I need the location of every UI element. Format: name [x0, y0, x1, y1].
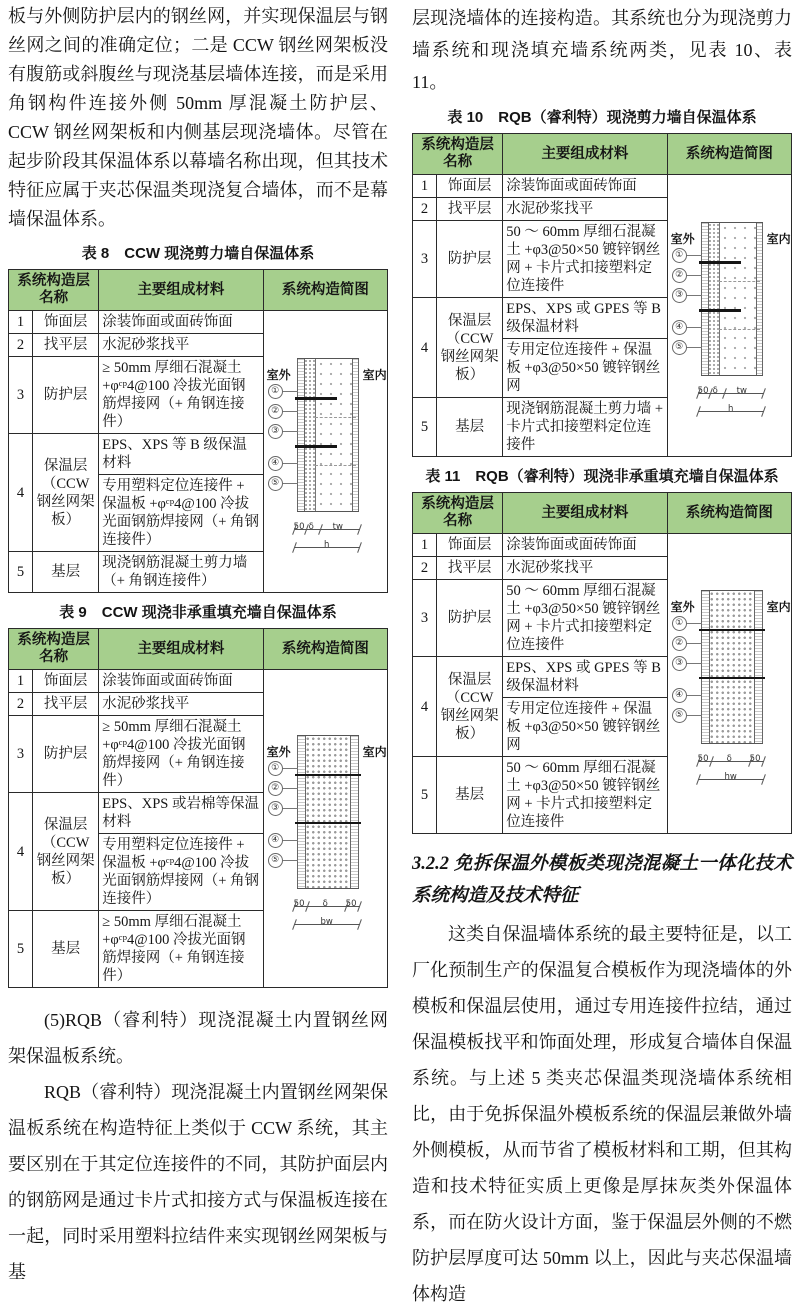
callout-2: [268, 404, 298, 419]
layer-name: 基层: [33, 552, 99, 593]
layer-materials: 50 ～ 60mm 厚细石混凝土 +φ3@50×50 镀锌钢丝网 + 卡片式扣接塑料定位连接件: [503, 580, 667, 657]
callout-3: [672, 288, 702, 303]
outside-label: 室外: [670, 231, 695, 246]
layer-name: 基层: [33, 911, 99, 988]
layer-materials: 现浇钢筋混凝土剪力墙（+ 角钢连接件）: [99, 552, 263, 593]
layer-name: 防护层: [437, 221, 503, 298]
leader-line: [283, 483, 298, 484]
dim-label: 50: [697, 385, 709, 396]
rebar-dash-line: [315, 417, 356, 418]
table-9-caption: 表 9 CCW 现浇非承重填充墙自保温体系: [59, 604, 337, 621]
header-materials: 主要组成材料: [99, 629, 263, 670]
layer-materials: 50 ～ 60mm 厚细石混凝土 +φ3@50×50 镀锌钢丝网 + 卡片式扣接塑料定位连接件: [503, 221, 667, 298]
section-heading: 3.2.2 免拆保温外模板类现浇混凝土一体化技术系统构造及技术特征: [412, 854, 792, 906]
inside-label: 室内: [766, 599, 791, 614]
layer-materials: 专用塑料定位连接件 + 保温板 +φᶜᵖ4@100 冷拔光面钢筋焊接网（+ 角钢连接件）: [99, 475, 263, 552]
wall-layers: [701, 222, 763, 376]
paragraph: 板与外侧防护层内的钢丝网，并实现保温层与钢丝网之间的准确定位；二是 CCW 钢丝网架板没有腹筋或斜腹丝与现浇基层墙体连接，而是采用角钢构件连接外侧 50mm 厚混凝土防护层、CCW 钢丝网架板和内侧基层现浇墙体。尽管在起步阶段其保温体系以幕墙名称出现，但其技术特征应属于夹芯保温类现浇复合墙体，而不是幕墙保温体系。: [8, 6, 388, 229]
insulation-layer: [708, 223, 720, 375]
connector-tie: [295, 397, 337, 400]
diagram-cell: [263, 670, 387, 988]
layer-number: 2: [413, 198, 437, 221]
layer-number: 1: [413, 534, 437, 557]
connector-tie: [295, 774, 361, 776]
layer-name: 保温层（CCW 钢丝网架板）: [33, 434, 99, 552]
dim-label: 50: [749, 753, 761, 764]
callout-4: [672, 320, 702, 335]
layer-number: 5: [9, 552, 33, 593]
circled-number: ①: [672, 248, 687, 263]
leader-line: [283, 411, 298, 412]
leader-line: [283, 860, 298, 861]
insulation-layer: [709, 591, 755, 743]
total-dimension-line: [294, 915, 360, 928]
right-column: [412, 2, 792, 1312]
table-row: [413, 175, 792, 198]
inside-label: 室内: [766, 231, 791, 246]
leader-line: [283, 463, 298, 464]
circled-number: ④: [672, 320, 687, 335]
layer-name: 防护层: [33, 716, 99, 793]
table-8-caption: 表 8 CCW 现浇剪力墙自保温体系: [81, 245, 315, 262]
connector-tie: [699, 629, 765, 631]
callout-4: [268, 833, 298, 848]
header-materials: 主要组成材料: [99, 270, 263, 311]
circled-number: ①: [268, 761, 283, 776]
layer-materials: ≥ 50mm 厚细石混凝土 +φᶜᵖ4@100 冷拔光面钢筋焊接网（+ 角钢连接件）: [99, 911, 263, 988]
insulation-layer: [305, 736, 351, 888]
dim-total-label: h: [727, 403, 734, 414]
circled-number: ④: [268, 833, 283, 848]
leader-line: [283, 840, 298, 841]
table-11-caption: 表 11 RQB（睿利特）现浇非承重填充墙自保温体系: [425, 468, 779, 485]
callout-3: [672, 656, 702, 671]
circled-number: ①: [268, 384, 283, 399]
leader-line: [687, 347, 702, 348]
leader-line: [687, 295, 702, 296]
header-materials: 主要组成材料: [503, 134, 667, 175]
dimension-line: [698, 384, 764, 397]
header-diagram: 系统构造简图: [263, 629, 387, 670]
layer-materials: 水泥砂浆找平: [503, 557, 667, 580]
layer-number: 5: [413, 398, 437, 457]
layer-number: 2: [9, 334, 33, 357]
diagram-cell: [667, 175, 791, 457]
layer-number: 5: [413, 757, 437, 834]
callout-1: [268, 761, 298, 776]
layer-name: 饰面层: [437, 534, 503, 557]
layer-number: 1: [413, 175, 437, 198]
leader-line: [687, 695, 702, 696]
layer-materials: 专用塑料定位连接件 + 保温板 +φᶜᵖ4@100 冷拔光面钢筋焊接网（+ 角钢连接件）: [99, 834, 263, 911]
layer-materials: 水泥砂浆找平: [503, 198, 667, 221]
circled-number: ③: [672, 288, 687, 303]
dim-label: δ: [308, 521, 314, 532]
circled-number: ①: [672, 616, 687, 631]
dim-label: tw: [736, 385, 747, 396]
diagram-cell: [263, 311, 387, 593]
callout-5: [672, 708, 702, 723]
paragraph: 这类自保温墙体系统的最主要特征是，以工厂化预制生产的保温复合模板作为现浇墙体的外模板和保温层使用，通过专用连接件拉结，通过保温模板找平和饰面处理，形成复合墙体自保温系统。与上述 5 类夹芯保温类现浇墙体系统相比，由于免拆保温外模板系统的保温层兼做外墙外侧模板，从而节省了模板材料和工期，但其构造和技术特征实质上更像是厚抹灰类外保温体系，而在防火设计方面，鉴于保温层外侧的不燃防护层厚度可达 50mm 以上，因此与夹芯保温墙体构造: [412, 924, 792, 1304]
callout-1: [672, 616, 702, 631]
layer-number: 3: [413, 580, 437, 657]
layer-name: 保温层（CCW 钢丝网架板）: [437, 298, 503, 398]
table-10: [412, 133, 792, 457]
table-8: [8, 269, 388, 593]
callout-5: [672, 340, 702, 355]
leader-line: [687, 327, 702, 328]
connector-tie: [699, 261, 741, 264]
leader-line: [687, 643, 702, 644]
inner-face-layer: [352, 359, 359, 511]
layer-materials: ≥ 50mm 厚细石混凝土 +φᶜᵖ4@100 冷拔光面钢筋焊接网（+ 角钢连接件）: [99, 357, 263, 434]
leader-line: [687, 275, 702, 276]
layer-name: 饰面层: [33, 311, 99, 334]
dimension-line: [698, 752, 764, 765]
header-layer: 系统构造层名称: [9, 629, 99, 670]
table-row: [413, 534, 792, 557]
layer-name: 找平层: [33, 693, 99, 716]
dim-total-label: hw: [724, 771, 737, 782]
paragraph: 层现浇墙体的连接构造。其系统也分为现浇剪力墙系统和现浇填充墙系统两类，见表 10、表 11。: [412, 8, 792, 92]
layer-materials: 涂装饰面或面砖饰面: [503, 175, 667, 198]
total-dimension-line: [698, 402, 764, 415]
inside-label: 室内: [362, 744, 387, 759]
dim-total-label: bw: [320, 916, 333, 927]
layer-materials: ≥ 50mm 厚细石混凝土 +φᶜᵖ4@100 冷拔光面钢筋焊接网（+ 角钢连接件）: [99, 716, 263, 793]
leader-line: [687, 255, 702, 256]
left-column: [8, 2, 388, 1312]
callout-4: [672, 688, 702, 703]
layer-number: 4: [413, 657, 437, 757]
layer-materials: 涂装饰面或面砖饰面: [99, 311, 263, 334]
layer-materials: EPS、XPS 或 GPES 等 B 级保温材料: [503, 298, 667, 339]
wall-section-diagram: [671, 574, 791, 794]
layer-materials: 专用定位连接件 + 保温板 +φ3@50×50 镀锌钢丝网: [503, 698, 667, 757]
dim-label: δ: [726, 753, 732, 764]
layer-name: 找平层: [437, 557, 503, 580]
callout-5: [268, 476, 298, 491]
table-10-caption: 表 10 RQB（睿利特）现浇剪力墙自保温体系: [447, 109, 757, 126]
leader-line: [687, 715, 702, 716]
layer-name: 饰面层: [33, 670, 99, 693]
dim-total-label: h: [323, 539, 330, 550]
rebar-dash-line: [719, 329, 760, 330]
table-header-row: [9, 629, 388, 670]
circled-number: ⑤: [268, 476, 283, 491]
callout-1: [268, 384, 298, 399]
circled-number: ②: [672, 636, 687, 651]
diagram-cell: [667, 534, 791, 834]
layer-number: 4: [413, 298, 437, 398]
leader-line: [283, 808, 298, 809]
table-header-row: [413, 493, 792, 534]
leader-line: [283, 391, 298, 392]
table-row: [9, 670, 388, 693]
wall-section-diagram: [267, 342, 387, 562]
header-diagram: 系统构造简图: [667, 493, 791, 534]
layer-materials: 水泥砂浆找平: [99, 334, 263, 357]
layer-name: 保温层（CCW 钢丝网架板）: [33, 793, 99, 911]
layer-materials: 涂装饰面或面砖饰面: [99, 670, 263, 693]
connector-tie: [699, 309, 741, 312]
callout-5: [268, 853, 298, 868]
layer-name: 基层: [437, 398, 503, 457]
layer-number: 4: [9, 434, 33, 552]
header-layer: 系统构造层名称: [413, 134, 503, 175]
callout-2: [672, 636, 702, 651]
dim-label: 50: [697, 753, 709, 764]
callout-4: [268, 456, 298, 471]
circled-number: ⑤: [268, 853, 283, 868]
dimension-line: [294, 520, 360, 533]
table-row: [9, 311, 388, 334]
layer-materials: 50 ～ 60mm 厚细石混凝土 +φ3@50×50 镀锌钢丝网 + 卡片式扣接塑料定位连接件: [503, 757, 667, 834]
circled-number: ④: [268, 456, 283, 471]
concrete-layer: [316, 359, 353, 511]
outside-label: 室外: [670, 599, 695, 614]
dim-label: 50: [293, 521, 305, 532]
outside-label: 室外: [266, 744, 291, 759]
concrete-layer: [720, 223, 757, 375]
header-diagram: 系统构造简图: [263, 270, 387, 311]
layer-number: 5: [9, 911, 33, 988]
wall-layers: [297, 358, 359, 512]
leader-line: [687, 663, 702, 664]
wall-layers: [297, 735, 359, 889]
layer-number: 3: [413, 221, 437, 298]
paragraph: RQB（睿利特）现浇混凝土内置钢丝网架保温板系统在构造特征上类似于 CCW 系统，其主要区别在于其定位连接件的不同，其防护面层内的钢筋网是通过卡片式扣接方式与保温板连接在一起，同时采用塑料拉结件来实现钢丝网架板与基: [8, 1082, 388, 1282]
rebar-dash-line: [719, 281, 760, 282]
layer-name: 饰面层: [437, 175, 503, 198]
callout-3: [268, 801, 298, 816]
dim-label: δ: [322, 898, 328, 909]
layer-number: 3: [9, 357, 33, 434]
layer-materials: 水泥砂浆找平: [99, 693, 263, 716]
table-header-row: [9, 270, 388, 311]
layer-materials: 涂装饰面或面砖饰面: [503, 534, 667, 557]
paragraph: (5)RQB（睿利特）现浇混凝土内置钢丝网架保温板系统。: [8, 1010, 388, 1066]
circled-number: ⑤: [672, 340, 687, 355]
total-dimension-line: [698, 770, 764, 783]
header-layer: 系统构造层名称: [9, 270, 99, 311]
wall-layers: [701, 590, 763, 744]
circled-number: ②: [672, 268, 687, 283]
layer-materials: EPS、XPS 等 B 级保温材料: [99, 434, 263, 475]
layer-name: 找平层: [437, 198, 503, 221]
leader-line: [283, 788, 298, 789]
circled-number: ⑤: [672, 708, 687, 723]
layer-name: 防护层: [437, 580, 503, 657]
layer-number: 3: [9, 716, 33, 793]
wall-section-diagram: [671, 206, 791, 426]
table-11: [412, 492, 792, 834]
inner-protective-layer: [350, 736, 359, 888]
dimension-line: [294, 897, 360, 910]
layer-name: 防护层: [33, 357, 99, 434]
layer-materials: EPS、XPS 或岩棉等保温材料: [99, 793, 263, 834]
table-9: [8, 628, 388, 988]
dim-label: tw: [332, 521, 343, 532]
insulation-layer: [304, 359, 316, 511]
connector-tie: [295, 822, 361, 824]
leader-line: [283, 431, 298, 432]
callout-2: [268, 781, 298, 796]
dim-label: 50: [293, 898, 305, 909]
outside-label: 室外: [266, 367, 291, 382]
layer-name: 保温层（CCW 钢丝网架板）: [437, 657, 503, 757]
circled-number: ②: [268, 404, 283, 419]
inner-protective-layer: [754, 591, 763, 743]
leader-line: [687, 623, 702, 624]
callout-3: [268, 424, 298, 439]
layer-number: 2: [9, 693, 33, 716]
leader-line: [283, 768, 298, 769]
total-dimension-line: [294, 538, 360, 551]
layer-name: 找平层: [33, 334, 99, 357]
inside-label: 室内: [362, 367, 387, 382]
layer-number: 1: [9, 311, 33, 334]
layer-name: 基层: [437, 757, 503, 834]
connector-tie: [295, 445, 337, 448]
layer-materials: 现浇钢筋混凝土剪力墙 + 卡片式扣接塑料定位连接件: [503, 398, 667, 457]
layer-number: 4: [9, 793, 33, 911]
circled-number: ③: [672, 656, 687, 671]
callout-1: [672, 248, 702, 263]
layer-materials: EPS、XPS 或 GPES 等 B 级保温材料: [503, 657, 667, 698]
header-diagram: 系统构造简图: [667, 134, 791, 175]
layer-materials: 专用定位连接件 + 保温板 +φ3@50×50 镀锌钢丝网: [503, 339, 667, 398]
callout-2: [672, 268, 702, 283]
inner-face-layer: [756, 223, 763, 375]
rebar-dash-line: [315, 465, 356, 466]
circled-number: ②: [268, 781, 283, 796]
circled-number: ③: [268, 801, 283, 816]
dim-label: δ: [712, 385, 718, 396]
circled-number: ④: [672, 688, 687, 703]
connector-tie: [699, 677, 765, 679]
wall-section-diagram: [267, 719, 387, 939]
circled-number: ③: [268, 424, 283, 439]
header-layer: 系统构造层名称: [413, 493, 503, 534]
dim-label: 50: [345, 898, 357, 909]
layer-number: 2: [413, 557, 437, 580]
table-header-row: [413, 134, 792, 175]
layer-number: 1: [9, 670, 33, 693]
header-materials: 主要组成材料: [503, 493, 667, 534]
